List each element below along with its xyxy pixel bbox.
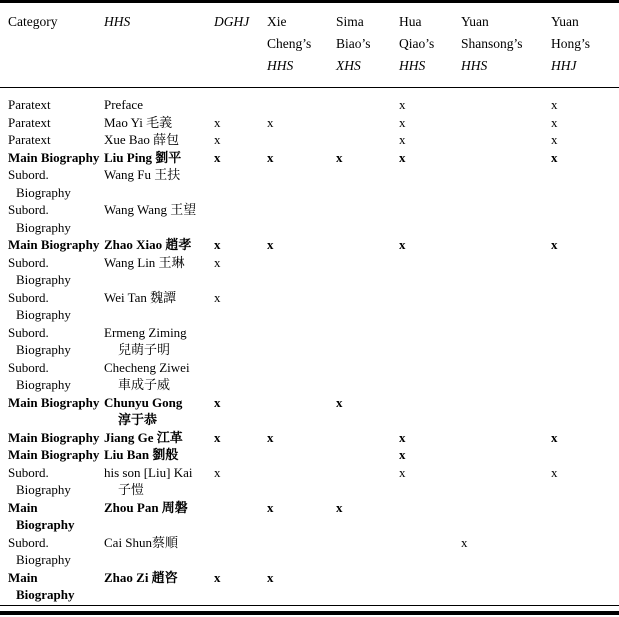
category-cell [0,569,104,604]
category-line: Biography [16,184,71,200]
mark-cell [336,131,399,149]
person-name-line: 子愷 [118,482,145,497]
mark-cell [267,394,336,429]
mark-cell [461,254,551,289]
mark-cell [461,464,551,499]
mark-cell [551,254,619,289]
mark-cell [551,446,619,464]
category-line: Subord. [8,324,49,340]
category-line: Main Biography [8,429,100,445]
column-header-dghj [214,3,267,88]
mark-cell: x [399,237,406,252]
column-header-line: XHS [336,58,361,73]
category-line: Biography [16,482,71,497]
person-name-cell [104,88,214,114]
mark-cell: x [267,114,274,130]
mark-cell [267,88,336,114]
mark-cell [214,166,267,201]
mark-cell [214,88,267,114]
person-name-cell [104,499,214,534]
person-name-cell [104,149,214,167]
mark-cell [336,289,399,324]
person-name-cell [104,464,214,499]
person-name-line: Jiang Ge 江革 [104,429,183,445]
mark-cell [336,236,399,254]
mark-cell [267,166,336,201]
mark-cell [461,131,551,149]
table-row [0,114,619,132]
mark-cell [399,359,461,394]
person-name-cell [104,289,214,324]
category-line: Paratext [8,114,51,130]
mark-cell: x [214,429,221,445]
table-row [0,429,619,447]
person-name-line: Ermeng Ziming [104,324,187,340]
category-line: Subord. [8,464,49,480]
person-name-cell [104,446,214,464]
mark-cell [214,359,267,394]
column-header-yuan-shansongs-hhs [461,3,551,88]
mark-cell: x [267,149,274,165]
person-name-line: Mao Yi 毛義 [104,114,173,130]
mark-cell [267,131,336,149]
mark-cell [214,201,267,236]
mark-cell [336,446,399,464]
mark-cell: x [399,447,406,462]
column-header-line: Shansong’s [461,36,523,51]
table-row [0,88,619,114]
mark-cell: x [214,149,221,165]
column-header-category [0,3,104,88]
column-header-line: Yuan [461,14,489,29]
category-line: Subord. [8,254,49,270]
table-row [0,324,619,359]
column-header-xie-chengs-hhs [267,3,336,88]
mark-cell [461,166,551,201]
person-name-line: Zhao Zi 趙咨 [104,569,178,585]
person-name-line: Checheng Ziwei [104,359,190,375]
person-name-cell [104,254,214,289]
mark-cell [336,201,399,236]
mark-cell: x [551,97,558,112]
column-header-line: HHS [461,58,488,73]
mark-cell: x [461,534,468,550]
person-name-line: Wang Lin 王琳 [104,254,185,270]
person-name-line: 兒萌子明 [118,342,171,357]
biography-comparison-table [0,3,619,604]
mark-cell [551,534,619,569]
mark-cell [461,236,551,254]
mark-cell [267,324,336,359]
mark-cell: x [399,149,406,165]
mark-cell [551,166,619,201]
mark-cell [461,88,551,114]
mark-cell: x [336,499,343,515]
column-header-line: HHS [267,58,294,73]
person-name-line: Wang Wang 王望 [104,202,197,217]
column-header-sima-biaos-xhs [336,3,399,88]
table-row [0,534,619,569]
person-name-cell [104,359,214,394]
mark-cell: x [399,464,406,480]
person-name-line: Liu Ban 劉般 [104,447,179,462]
column-header-hua-qiaos-hhs [399,3,461,88]
mark-cell [461,201,551,236]
category-line: Biography [16,272,71,287]
person-name-line: Cai Shun蔡順 [104,534,179,550]
column-header-line: Yuan [551,14,579,29]
category-line: Biography [16,552,71,567]
category-line: Biography [16,587,75,602]
mark-cell: x [214,254,221,270]
category-cell [0,236,104,254]
mark-cell [399,201,461,236]
bottom-rule-thin [0,605,619,606]
category-cell [0,149,104,167]
category-cell [0,464,104,499]
category-line: Paratext [8,97,51,112]
category-cell [0,429,104,447]
category-line: Main Biography [8,149,100,165]
mark-cell: x [214,569,221,585]
mark-cell [399,324,461,359]
person-name-line: Zhao Xiao 趙孝 [104,237,192,252]
table-row [0,464,619,499]
mark-cell: x [214,289,221,305]
category-cell [0,88,104,114]
column-header-line: HHS [399,58,426,73]
table-row [0,394,619,429]
mark-cell [267,464,336,499]
mark-cell [336,114,399,132]
mark-cell [267,534,336,569]
category-line: Main [8,569,38,585]
person-name-line: 淳于恭 [118,412,158,427]
mark-cell: x [214,394,221,410]
column-header-line: HHJ [551,58,577,73]
mark-cell: x [551,149,558,165]
mark-cell [551,569,619,604]
person-name-line: Zhou Pan 周磐 [104,499,188,515]
person-name-cell [104,166,214,201]
mark-cell [461,324,551,359]
mark-cell [461,499,551,534]
mark-cell [551,394,619,429]
category-line: Biography [16,342,71,357]
mark-cell: x [551,429,558,445]
category-cell [0,114,104,132]
category-cell [0,201,104,236]
table-body [0,88,619,604]
column-header-line: Xie [267,14,287,29]
mark-cell [214,446,267,464]
category-cell [0,131,104,149]
mark-cell [551,201,619,236]
category-line: Subord. [8,534,49,550]
mark-cell [461,394,551,429]
mark-cell [267,289,336,324]
mark-cell: x [214,132,221,147]
category-cell [0,394,104,429]
table-row [0,446,619,464]
category-line: Main [8,499,38,515]
person-name-line: Xue Bao 薛包 [104,132,180,147]
person-name-line: Preface [104,97,143,112]
table-row [0,359,619,394]
person-name-cell [104,534,214,569]
category-line: Paratext [8,132,51,147]
person-name-line: Wei Tan 魏譚 [104,289,177,305]
person-name-line: 車成子威 [118,377,171,392]
bottom-rule-thick [0,611,619,615]
mark-cell [267,254,336,289]
header-row [0,3,619,88]
mark-cell [336,429,399,447]
category-line: Biography [16,219,71,235]
person-name-cell [104,236,214,254]
mark-cell [336,534,399,569]
mark-cell [399,254,461,289]
category-line: Biography [16,377,71,392]
person-name-line: Wang Fu 王扶 [104,167,181,182]
mark-cell [336,88,399,114]
person-name-cell [104,324,214,359]
person-name-cell [104,569,214,604]
table-row [0,499,619,534]
column-header-line: Qiao’s [399,36,435,51]
category-cell [0,446,104,464]
mark-cell [399,534,461,569]
mark-cell [336,569,399,604]
mark-cell: x [551,132,558,147]
column-header-yuan-hongs-hhj [551,3,619,88]
person-name-line: Chunyu Gong [104,394,183,410]
person-name-cell [104,429,214,447]
mark-cell [336,359,399,394]
mark-cell [461,569,551,604]
person-name-cell [104,114,214,132]
mark-cell [399,569,461,604]
category-cell [0,359,104,394]
mark-cell: x [214,114,221,130]
mark-cell [551,359,619,394]
mark-cell [461,429,551,447]
mark-cell [336,254,399,289]
table-row [0,201,619,236]
mark-cell: x [267,237,274,252]
mark-cell: x [214,464,221,480]
mark-cell [399,499,461,534]
table-row [0,569,619,604]
category-cell [0,289,104,324]
category-line: Subord. [8,202,49,217]
table-header [0,3,619,88]
mark-cell: x [336,149,343,165]
mark-cell: x [551,237,558,252]
mark-cell [461,114,551,132]
mark-cell [267,359,336,394]
mark-cell [214,324,267,359]
table-row [0,289,619,324]
mark-cell [214,534,267,569]
column-header-hhs [104,3,214,88]
person-name-cell [104,201,214,236]
mark-cell: x [267,569,274,585]
category-cell [0,166,104,201]
category-line: Biography [16,517,75,532]
mark-cell: x [399,429,406,445]
category-line: Main Biography [8,447,100,462]
category-line: Main Biography [8,394,100,410]
column-header-line: Sima [336,14,364,29]
category-line: Subord. [8,167,49,182]
table-row [0,236,619,254]
column-header-line: Category [8,14,58,29]
person-name-cell [104,394,214,429]
mark-cell [336,166,399,201]
mark-cell [336,464,399,499]
category-line: Main Biography [8,237,100,252]
mark-cell [461,289,551,324]
category-cell [0,534,104,569]
category-cell [0,324,104,359]
mark-cell: x [551,464,558,480]
person-name-cell [104,131,214,149]
mark-cell: x [399,132,406,147]
mark-cell [461,359,551,394]
person-name-line: his son [Liu] Kai [104,464,193,480]
table-row [0,149,619,167]
table-row [0,166,619,201]
category-cell [0,499,104,534]
mark-cell [551,324,619,359]
mark-cell [214,499,267,534]
column-header-line: Biao’s [336,36,371,51]
mark-cell: x [267,499,274,515]
column-header-line: DGHJ [214,14,250,29]
mark-cell [461,446,551,464]
column-header-line: Hua [399,14,422,29]
mark-cell [551,499,619,534]
mark-cell [551,289,619,324]
person-name-line: Liu Ping 劉平 [104,149,182,165]
mark-cell: x [214,237,221,252]
mark-cell [267,201,336,236]
category-line: Subord. [8,359,49,375]
column-header-line: Hong’s [551,36,591,51]
mark-cell [399,289,461,324]
mark-cell: x [267,429,274,445]
mark-cell [399,166,461,201]
mark-cell: x [551,114,558,130]
mark-cell [336,324,399,359]
mark-cell [461,149,551,167]
mark-cell [267,446,336,464]
mark-cell: x [399,97,406,112]
table-row [0,131,619,149]
category-cell [0,254,104,289]
column-header-line: Cheng’s [267,36,312,51]
column-header-line: HHS [104,14,131,29]
mark-cell: x [336,394,343,410]
table-row [0,254,619,289]
mark-cell [399,394,461,429]
category-line: Biography [16,307,71,322]
category-line: Subord. [8,289,49,305]
mark-cell: x [399,114,406,130]
